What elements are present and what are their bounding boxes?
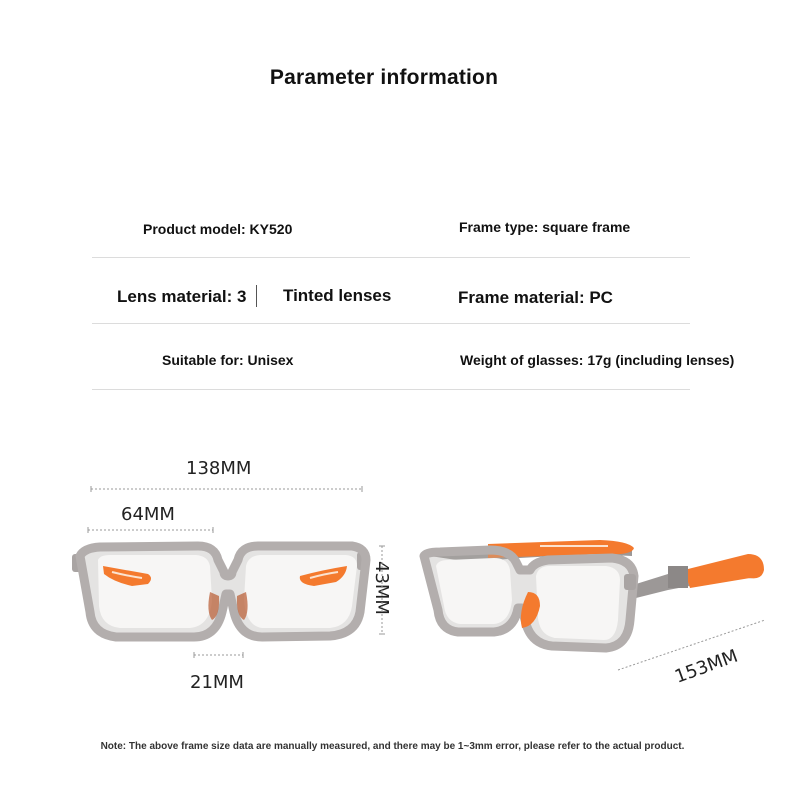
spec-suitable-for: Suitable for: Unisex [162,352,294,368]
spec-frame-type: Frame type: square frame [459,219,631,235]
dim-temple-length: 153MM [672,645,741,688]
spec-weight: Weight of glasses: 17g (including lenses) [460,352,735,368]
dim-bridge: 21MM [190,672,244,693]
measurement-note: Note: The above frame size data are manually measured, and there may be 1~3mm error, please refer to the actual product. [100,741,685,752]
page-title: Parameter information [269,66,499,89]
spec-lens-material: Lens material: 3 [117,287,247,306]
spec-frame-material: Frame material: PC [458,288,613,307]
dim-total-width: 138MM [186,458,252,479]
spec-product-model: Product model: KY520 [143,221,293,237]
glasses-front-view [72,546,369,637]
dim-lens-width: 64MM [121,504,175,525]
dim-lens-height: 43MM [371,561,392,615]
glasses-angled-view [424,540,764,648]
spec-lens-type: Tinted lenses [283,286,392,305]
